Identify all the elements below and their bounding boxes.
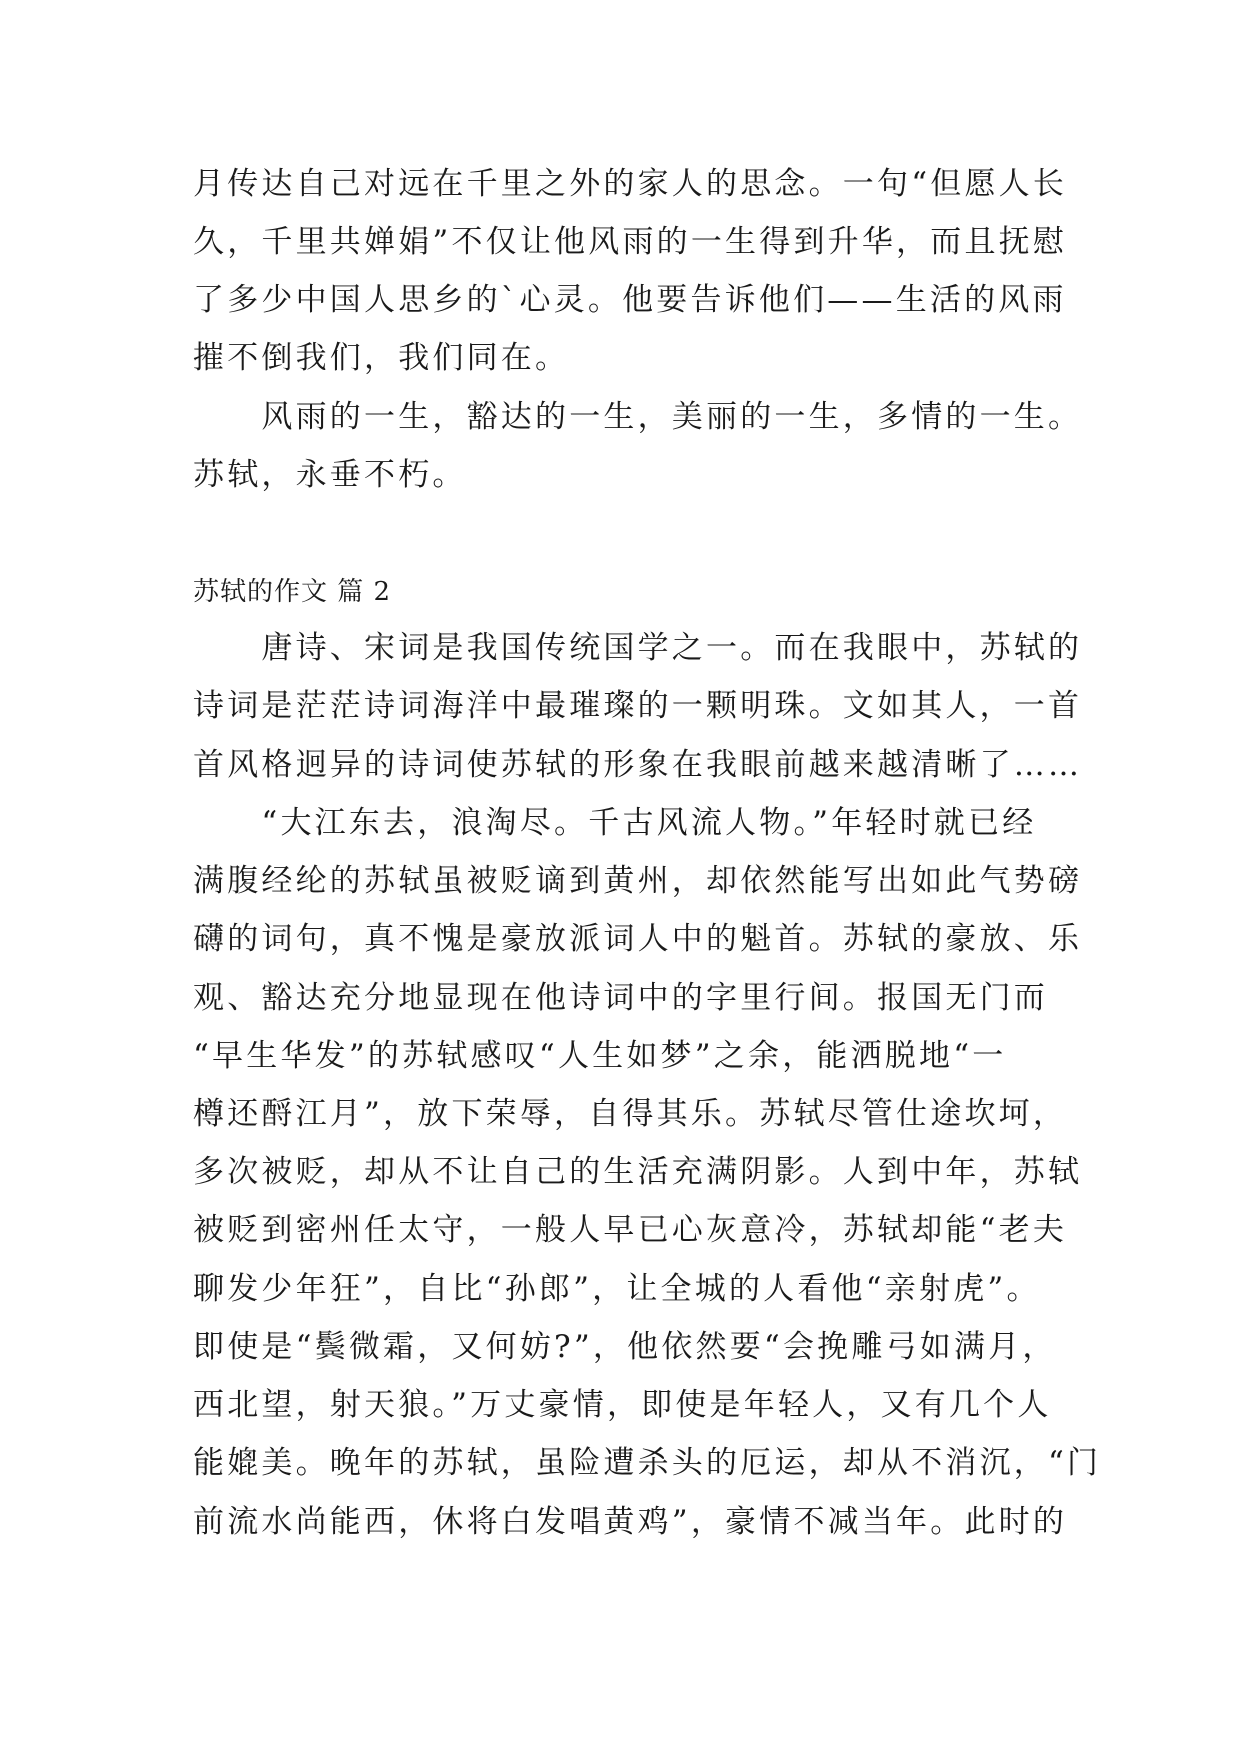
paragraph-line: 聊发少年狂”，自比“孙郎”，让全城的人看他“亲射虎”。 bbox=[193, 1271, 1041, 1307]
paragraph-line: 被贬到密州任太守，一般人早已心灰意冷，苏轼却能“老夫 bbox=[193, 1212, 1068, 1248]
paragraph-line: 前流水尚能西，休将白发唱黄鸡”，豪情不减当年。此时的 bbox=[193, 1504, 1068, 1540]
paragraph-line: “大江东去，浪淘尽。千古风流人物。”年轻时就已经 bbox=[193, 805, 1037, 841]
paragraph-line: 能媲美。晚年的苏轼，虽险遭杀头的厄运，却从不消沉，“门 bbox=[193, 1445, 1102, 1481]
paragraph-line: 诗词是茫茫诗词海洋中最璀璨的一颗明珠。文如其人，一首 bbox=[193, 688, 1083, 724]
paragraph-line: 樽还酹江月”，放下荣辱，自得其乐。苏轼尽管仕途坎坷， bbox=[193, 1096, 1068, 1132]
paragraph-line: 首风格迥异的诗词使苏轼的形象在我眼前越来越清晰了…… bbox=[193, 747, 1083, 783]
paragraph-line: 了多少中国人思乡的`心灵。他要告诉他们——生活的风雨 bbox=[193, 282, 1067, 318]
paragraph-line: 西北望，射天狼。”万丈豪情，即使是年轻人，又有几个人 bbox=[193, 1387, 1052, 1423]
paragraph-line: 礴的词句，真不愧是豪放派词人中的魁首。苏轼的豪放、乐 bbox=[193, 921, 1083, 957]
paragraph-line: “早生华发”的苏轼感叹“人生如梦”之余，能洒脱地“一 bbox=[193, 1038, 1007, 1074]
paragraph-line: 苏轼，永垂不朽。 bbox=[193, 457, 467, 493]
paragraph-line: 久，千里共婵娟”不仅让他风雨的一生得到升华，而且抚慰 bbox=[193, 224, 1068, 260]
paragraph-line: 即使是“鬓微霜，又何妨?”，他依然要“会挽雕弓如满月， bbox=[193, 1329, 1057, 1365]
paragraph-line: 风雨的一生，豁达的一生，美丽的一生，多情的一生。 bbox=[193, 399, 1083, 435]
paragraph-line: 观、豁达充分地显现在他诗词中的字里行间。报国无门而 bbox=[193, 980, 1048, 1016]
paragraph-line: 满腹经纶的苏轼虽被贬谪到黄州，却依然能写出如此气势磅 bbox=[193, 863, 1083, 899]
paragraph-line: 月传达自己对远在千里之外的家人的思念。一句“但愿人长 bbox=[193, 166, 1068, 202]
paragraph-line: 摧不倒我们，我们同在。 bbox=[193, 340, 570, 376]
section-heading: 苏轼的作文 篇 2 bbox=[193, 577, 392, 607]
paragraph-line: 多次被贬，却从不让自己的生活充满阴影。人到中年，苏轼 bbox=[193, 1154, 1083, 1190]
paragraph-line: 唐诗、宋词是我国传统国学之一。而在我眼中，苏轼的 bbox=[193, 630, 1083, 666]
